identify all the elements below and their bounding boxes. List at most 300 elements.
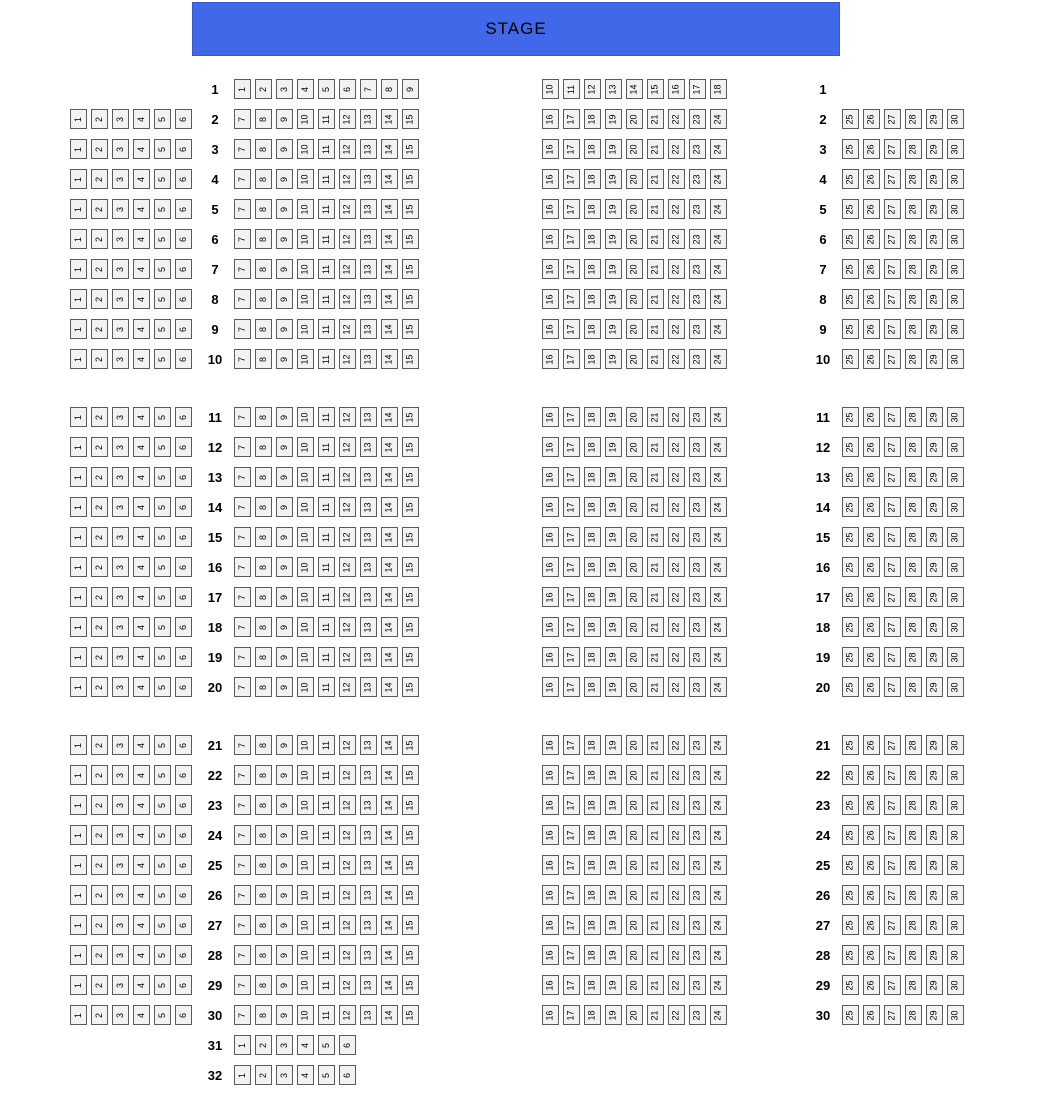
- seat[interactable]: [318, 169, 335, 189]
- seat[interactable]: [926, 945, 943, 965]
- seat[interactable]: [905, 735, 922, 755]
- seat[interactable]: [926, 647, 943, 667]
- seat[interactable]: [402, 259, 419, 279]
- seat[interactable]: [112, 109, 129, 129]
- seat[interactable]: [339, 109, 356, 129]
- seat[interactable]: [689, 199, 706, 219]
- seat[interactable]: [563, 169, 580, 189]
- seat[interactable]: [276, 915, 293, 935]
- seat[interactable]: [926, 677, 943, 697]
- seat[interactable]: [842, 199, 859, 219]
- seat[interactable]: [276, 975, 293, 995]
- seat[interactable]: [884, 825, 901, 845]
- seat[interactable]: [542, 289, 559, 309]
- seat[interactable]: [70, 975, 87, 995]
- seat[interactable]: [339, 855, 356, 875]
- seat[interactable]: [842, 795, 859, 815]
- seat[interactable]: [154, 647, 171, 667]
- seat[interactable]: [154, 527, 171, 547]
- seat[interactable]: [947, 259, 964, 279]
- seat[interactable]: [318, 975, 335, 995]
- seat[interactable]: [563, 915, 580, 935]
- seat[interactable]: [70, 765, 87, 785]
- seat[interactable]: [584, 765, 601, 785]
- seat[interactable]: [926, 259, 943, 279]
- seat[interactable]: [318, 765, 335, 785]
- seat[interactable]: [112, 437, 129, 457]
- seat[interactable]: [175, 229, 192, 249]
- seat[interactable]: [647, 437, 664, 457]
- seat[interactable]: [689, 79, 706, 99]
- seat[interactable]: [668, 407, 685, 427]
- seat[interactable]: [710, 885, 727, 905]
- seat[interactable]: [360, 795, 377, 815]
- seat[interactable]: [710, 349, 727, 369]
- seat[interactable]: [133, 735, 150, 755]
- seat[interactable]: [563, 349, 580, 369]
- seat[interactable]: [689, 109, 706, 129]
- seat[interactable]: [605, 647, 622, 667]
- seat[interactable]: [339, 617, 356, 637]
- seat[interactable]: [668, 795, 685, 815]
- seat[interactable]: [584, 79, 601, 99]
- seat[interactable]: [234, 467, 251, 487]
- seat[interactable]: [175, 289, 192, 309]
- seat[interactable]: [133, 557, 150, 577]
- seat[interactable]: [605, 617, 622, 637]
- seat[interactable]: [884, 617, 901, 637]
- seat[interactable]: [905, 349, 922, 369]
- seat[interactable]: [947, 349, 964, 369]
- seat[interactable]: [175, 497, 192, 517]
- seat[interactable]: [318, 1065, 335, 1085]
- seat[interactable]: [255, 1035, 272, 1055]
- seat[interactable]: [318, 289, 335, 309]
- seat[interactable]: [154, 885, 171, 905]
- seat[interactable]: [255, 677, 272, 697]
- seat[interactable]: [297, 975, 314, 995]
- seat[interactable]: [584, 557, 601, 577]
- seat[interactable]: [91, 139, 108, 159]
- seat[interactable]: [318, 1035, 335, 1055]
- seat[interactable]: [626, 735, 643, 755]
- seat[interactable]: [175, 945, 192, 965]
- seat[interactable]: [318, 557, 335, 577]
- seat[interactable]: [563, 467, 580, 487]
- seat[interactable]: [112, 407, 129, 427]
- seat[interactable]: [905, 945, 922, 965]
- seat[interactable]: [234, 407, 251, 427]
- seat[interactable]: [318, 349, 335, 369]
- seat[interactable]: [339, 319, 356, 339]
- seat[interactable]: [563, 677, 580, 697]
- seat[interactable]: [297, 587, 314, 607]
- seat[interactable]: [91, 647, 108, 667]
- seat[interactable]: [133, 259, 150, 279]
- seat[interactable]: [133, 765, 150, 785]
- seat[interactable]: [710, 437, 727, 457]
- seat[interactable]: [647, 1005, 664, 1025]
- seat[interactable]: [905, 139, 922, 159]
- seat[interactable]: [647, 467, 664, 487]
- seat[interactable]: [710, 795, 727, 815]
- seat[interactable]: [605, 587, 622, 607]
- seat[interactable]: [154, 319, 171, 339]
- seat[interactable]: [626, 109, 643, 129]
- seat[interactable]: [947, 437, 964, 457]
- seat[interactable]: [402, 497, 419, 517]
- seat[interactable]: [175, 825, 192, 845]
- seat[interactable]: [297, 467, 314, 487]
- seat[interactable]: [584, 1005, 601, 1025]
- seat[interactable]: [234, 975, 251, 995]
- seat[interactable]: [905, 199, 922, 219]
- seat[interactable]: [884, 677, 901, 697]
- seat[interactable]: [905, 795, 922, 815]
- seat[interactable]: [255, 109, 272, 129]
- seat[interactable]: [339, 1005, 356, 1025]
- seat[interactable]: [710, 319, 727, 339]
- seat[interactable]: [926, 467, 943, 487]
- seat[interactable]: [584, 319, 601, 339]
- seat[interactable]: [710, 765, 727, 785]
- seat[interactable]: [91, 885, 108, 905]
- seat[interactable]: [255, 169, 272, 189]
- seat[interactable]: [70, 825, 87, 845]
- seat[interactable]: [91, 1005, 108, 1025]
- seat[interactable]: [842, 437, 859, 457]
- seat[interactable]: [542, 617, 559, 637]
- seat[interactable]: [863, 915, 880, 935]
- seat[interactable]: [626, 407, 643, 427]
- seat[interactable]: [70, 497, 87, 517]
- seat[interactable]: [70, 617, 87, 637]
- seat[interactable]: [318, 915, 335, 935]
- seat[interactable]: [563, 199, 580, 219]
- seat[interactable]: [360, 975, 377, 995]
- seat[interactable]: [905, 109, 922, 129]
- seat[interactable]: [605, 557, 622, 577]
- seat[interactable]: [276, 1065, 293, 1085]
- seat[interactable]: [112, 735, 129, 755]
- seat[interactable]: [689, 289, 706, 309]
- seat[interactable]: [360, 765, 377, 785]
- seat[interactable]: [668, 885, 685, 905]
- seat[interactable]: [276, 765, 293, 785]
- seat[interactable]: [647, 407, 664, 427]
- seat[interactable]: [947, 915, 964, 935]
- seat[interactable]: [563, 109, 580, 129]
- seat[interactable]: [91, 915, 108, 935]
- seat[interactable]: [70, 467, 87, 487]
- seat[interactable]: [70, 735, 87, 755]
- seat[interactable]: [905, 319, 922, 339]
- seat[interactable]: [133, 407, 150, 427]
- seat[interactable]: [905, 647, 922, 667]
- seat[interactable]: [863, 109, 880, 129]
- seat[interactable]: [112, 497, 129, 517]
- seat[interactable]: [626, 467, 643, 487]
- seat[interactable]: [234, 437, 251, 457]
- seat[interactable]: [605, 795, 622, 815]
- seat[interactable]: [154, 259, 171, 279]
- seat[interactable]: [584, 795, 601, 815]
- seat[interactable]: [605, 199, 622, 219]
- seat[interactable]: [905, 437, 922, 457]
- seat[interactable]: [926, 289, 943, 309]
- seat[interactable]: [318, 437, 335, 457]
- seat[interactable]: [360, 169, 377, 189]
- seat[interactable]: [402, 647, 419, 667]
- seat[interactable]: [175, 319, 192, 339]
- seat[interactable]: [381, 975, 398, 995]
- seat[interactable]: [647, 349, 664, 369]
- seat[interactable]: [563, 497, 580, 517]
- seat[interactable]: [318, 139, 335, 159]
- seat[interactable]: [842, 915, 859, 935]
- seat[interactable]: [863, 885, 880, 905]
- seat[interactable]: [381, 765, 398, 785]
- seat[interactable]: [154, 437, 171, 457]
- seat[interactable]: [276, 407, 293, 427]
- seat[interactable]: [542, 765, 559, 785]
- seat[interactable]: [689, 349, 706, 369]
- seat[interactable]: [112, 587, 129, 607]
- seat[interactable]: [276, 945, 293, 965]
- seat[interactable]: [926, 795, 943, 815]
- seat[interactable]: [112, 527, 129, 547]
- seat[interactable]: [276, 289, 293, 309]
- seat[interactable]: [297, 885, 314, 905]
- seat[interactable]: [360, 289, 377, 309]
- seat[interactable]: [402, 349, 419, 369]
- seat[interactable]: [112, 765, 129, 785]
- seat[interactable]: [112, 319, 129, 339]
- seat[interactable]: [626, 319, 643, 339]
- seat[interactable]: [133, 527, 150, 547]
- seat[interactable]: [542, 945, 559, 965]
- seat[interactable]: [542, 557, 559, 577]
- seat[interactable]: [255, 319, 272, 339]
- seat[interactable]: [689, 407, 706, 427]
- seat[interactable]: [133, 795, 150, 815]
- seat[interactable]: [70, 1005, 87, 1025]
- seat[interactable]: [626, 765, 643, 785]
- seat[interactable]: [542, 437, 559, 457]
- seat[interactable]: [563, 765, 580, 785]
- seat[interactable]: [318, 945, 335, 965]
- seat[interactable]: [905, 677, 922, 697]
- seat[interactable]: [884, 199, 901, 219]
- seat[interactable]: [318, 109, 335, 129]
- seat[interactable]: [884, 289, 901, 309]
- seat[interactable]: [884, 319, 901, 339]
- seat[interactable]: [339, 259, 356, 279]
- seat[interactable]: [381, 497, 398, 517]
- seat[interactable]: [112, 945, 129, 965]
- seat[interactable]: [360, 139, 377, 159]
- seat[interactable]: [863, 975, 880, 995]
- seat[interactable]: [360, 259, 377, 279]
- seat[interactable]: [863, 259, 880, 279]
- seat[interactable]: [234, 945, 251, 965]
- seat[interactable]: [381, 259, 398, 279]
- seat[interactable]: [175, 975, 192, 995]
- seat[interactable]: [91, 825, 108, 845]
- seat[interactable]: [234, 229, 251, 249]
- seat[interactable]: [234, 885, 251, 905]
- seat[interactable]: [339, 527, 356, 547]
- seat[interactable]: [710, 407, 727, 427]
- seat[interactable]: [947, 199, 964, 219]
- seat[interactable]: [947, 855, 964, 875]
- seat[interactable]: [626, 557, 643, 577]
- seat[interactable]: [689, 885, 706, 905]
- seat[interactable]: [584, 259, 601, 279]
- seat[interactable]: [926, 497, 943, 517]
- seat[interactable]: [402, 617, 419, 637]
- seat[interactable]: [647, 199, 664, 219]
- seat[interactable]: [112, 885, 129, 905]
- seat[interactable]: [563, 437, 580, 457]
- seat[interactable]: [926, 229, 943, 249]
- seat[interactable]: [297, 527, 314, 547]
- seat[interactable]: [863, 437, 880, 457]
- seat[interactable]: [276, 349, 293, 369]
- seat[interactable]: [154, 587, 171, 607]
- seat[interactable]: [884, 349, 901, 369]
- seat[interactable]: [647, 289, 664, 309]
- seat[interactable]: [710, 1005, 727, 1025]
- seat[interactable]: [112, 1005, 129, 1025]
- seat[interactable]: [276, 527, 293, 547]
- seat[interactable]: [884, 109, 901, 129]
- seat[interactable]: [154, 139, 171, 159]
- seat[interactable]: [133, 139, 150, 159]
- seat[interactable]: [276, 677, 293, 697]
- seat[interactable]: [842, 765, 859, 785]
- seat[interactable]: [360, 527, 377, 547]
- seat[interactable]: [318, 467, 335, 487]
- seat[interactable]: [710, 79, 727, 99]
- seat[interactable]: [842, 527, 859, 547]
- seat[interactable]: [542, 855, 559, 875]
- seat[interactable]: [947, 735, 964, 755]
- seat[interactable]: [584, 229, 601, 249]
- seat[interactable]: [947, 139, 964, 159]
- seat[interactable]: [842, 467, 859, 487]
- seat[interactable]: [563, 527, 580, 547]
- seat[interactable]: [584, 407, 601, 427]
- seat[interactable]: [563, 795, 580, 815]
- seat[interactable]: [668, 617, 685, 637]
- seat[interactable]: [339, 437, 356, 457]
- seat[interactable]: [154, 229, 171, 249]
- seat[interactable]: [154, 795, 171, 815]
- seat[interactable]: [563, 735, 580, 755]
- seat[interactable]: [133, 349, 150, 369]
- seat[interactable]: [710, 855, 727, 875]
- seat[interactable]: [175, 199, 192, 219]
- seat[interactable]: [402, 169, 419, 189]
- seat[interactable]: [276, 885, 293, 905]
- seat[interactable]: [360, 109, 377, 129]
- seat[interactable]: [318, 735, 335, 755]
- seat[interactable]: [339, 79, 356, 99]
- seat[interactable]: [133, 855, 150, 875]
- seat[interactable]: [926, 915, 943, 935]
- seat[interactable]: [605, 735, 622, 755]
- seat[interactable]: [689, 735, 706, 755]
- seat[interactable]: [563, 289, 580, 309]
- seat[interactable]: [339, 169, 356, 189]
- seat[interactable]: [863, 945, 880, 965]
- seat[interactable]: [884, 527, 901, 547]
- seat[interactable]: [668, 915, 685, 935]
- seat[interactable]: [647, 915, 664, 935]
- seat[interactable]: [133, 647, 150, 667]
- seat[interactable]: [689, 647, 706, 667]
- seat[interactable]: [318, 527, 335, 547]
- seat[interactable]: [605, 825, 622, 845]
- seat[interactable]: [255, 855, 272, 875]
- seat[interactable]: [175, 169, 192, 189]
- seat[interactable]: [863, 617, 880, 637]
- seat[interactable]: [905, 587, 922, 607]
- seat[interactable]: [297, 437, 314, 457]
- seat[interactable]: [133, 1005, 150, 1025]
- seat[interactable]: [339, 647, 356, 667]
- seat[interactable]: [710, 259, 727, 279]
- seat[interactable]: [710, 825, 727, 845]
- seat[interactable]: [647, 169, 664, 189]
- seat[interactable]: [926, 169, 943, 189]
- seat[interactable]: [154, 765, 171, 785]
- seat[interactable]: [234, 349, 251, 369]
- seat[interactable]: [402, 407, 419, 427]
- seat[interactable]: [255, 975, 272, 995]
- seat[interactable]: [947, 825, 964, 845]
- seat[interactable]: [175, 735, 192, 755]
- seat[interactable]: [842, 407, 859, 427]
- seat[interactable]: [175, 557, 192, 577]
- seat[interactable]: [133, 229, 150, 249]
- seat[interactable]: [276, 855, 293, 875]
- seat[interactable]: [668, 677, 685, 697]
- seat[interactable]: [234, 289, 251, 309]
- seat[interactable]: [689, 975, 706, 995]
- seat[interactable]: [381, 915, 398, 935]
- seat[interactable]: [339, 795, 356, 815]
- seat[interactable]: [318, 79, 335, 99]
- seat[interactable]: [647, 527, 664, 547]
- seat[interactable]: [605, 855, 622, 875]
- seat[interactable]: [402, 109, 419, 129]
- seat[interactable]: [647, 587, 664, 607]
- seat[interactable]: [133, 945, 150, 965]
- seat[interactable]: [175, 109, 192, 129]
- seat[interactable]: [584, 855, 601, 875]
- seat[interactable]: [542, 169, 559, 189]
- seat[interactable]: [297, 765, 314, 785]
- seat[interactable]: [175, 677, 192, 697]
- seat[interactable]: [70, 169, 87, 189]
- seat[interactable]: [255, 915, 272, 935]
- seat[interactable]: [381, 647, 398, 667]
- seat[interactable]: [255, 139, 272, 159]
- seat[interactable]: [542, 319, 559, 339]
- seat[interactable]: [668, 557, 685, 577]
